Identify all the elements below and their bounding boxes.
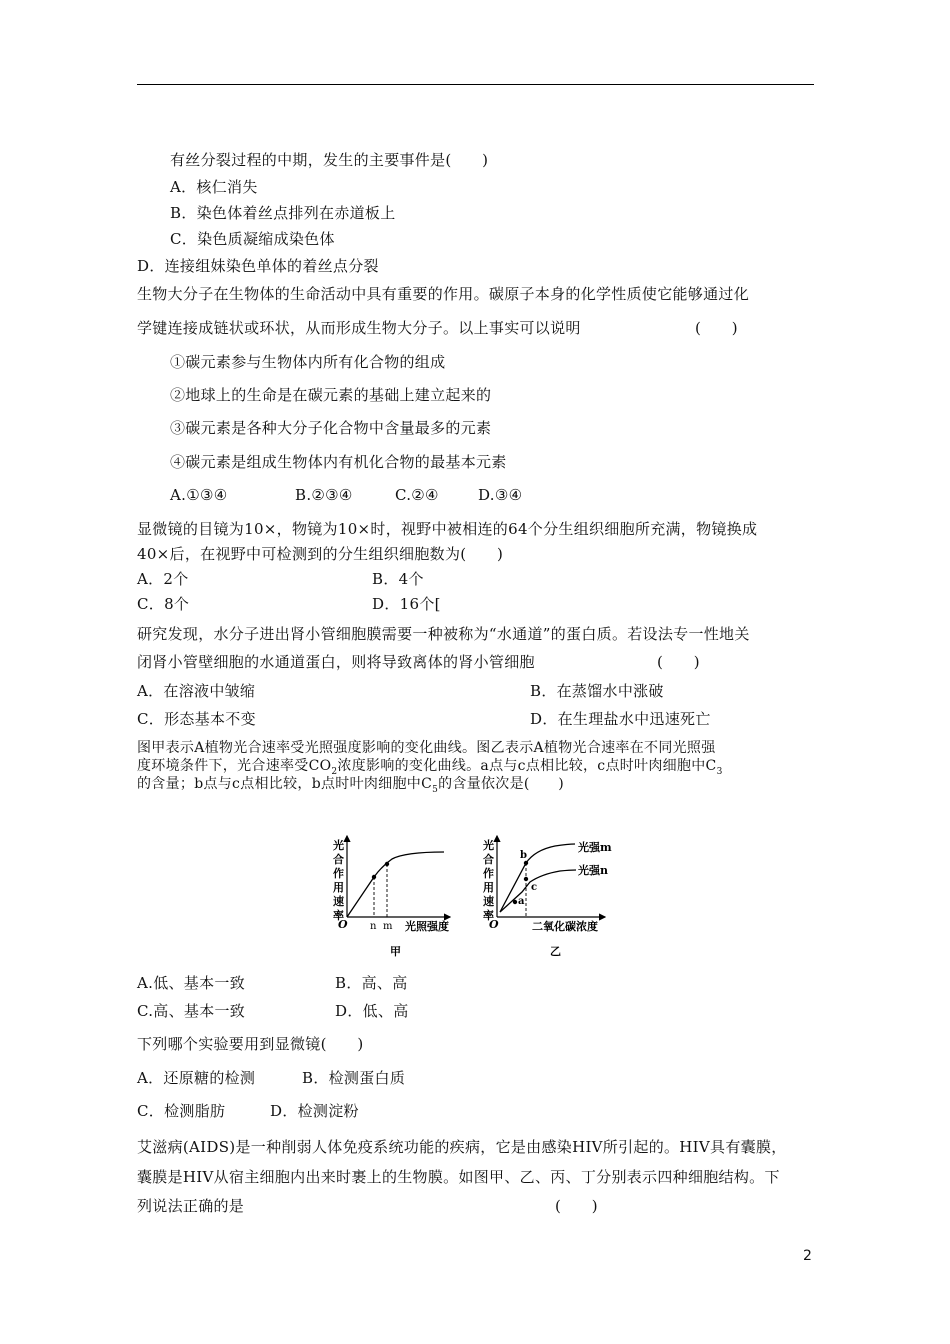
q4-option-a: A．在溶液中皱缩 <box>137 682 256 700</box>
chart-yi <box>483 836 612 958</box>
q3-line2: 40×后，在视野中可检测到的分生组织细胞数为( ) <box>137 545 504 563</box>
q1-option-d: D．连接组妹染色单体的着丝点分裂 <box>137 257 379 275</box>
q3-option-b: B．4个 <box>372 570 424 588</box>
jia-xlabel: 光照强度 <box>405 920 449 933</box>
q5-option-a: A.低、基本一致 <box>137 974 246 992</box>
q6-option-c: C．检测脂肪 <box>137 1102 226 1120</box>
q3-option-d: D．16个[ <box>372 595 441 613</box>
q6-option-b: B．检测蛋白质 <box>302 1069 406 1087</box>
photosynthesis-figure <box>320 832 620 962</box>
q3-option-a: A．2个 <box>137 570 189 588</box>
jia-label-m: m <box>383 921 393 932</box>
q2-statement-3: ③碳元素是各种大分子化合物中含量最多的元素 <box>170 419 492 437</box>
jia-ylabel-0: 光 <box>333 839 344 852</box>
q2-statement-4: ④碳元素是组成生物体内有机化合物的最基本元素 <box>170 453 507 471</box>
q2-option-d: D.③④ <box>478 486 523 504</box>
q4-option-c: C．形态基本不变 <box>137 710 256 728</box>
q1-option-b: B．染色体着丝点排列在赤道板上 <box>170 204 396 222</box>
q2-answer-paren: ( ) <box>695 319 738 337</box>
jia-ylabel-2: 作 <box>333 867 344 880</box>
q1-stem: 有丝分裂过程的中期，发生的主要事件是( ) <box>170 151 489 169</box>
page-number: 2 <box>803 1248 812 1264</box>
jia-ylabel-1: 合 <box>333 853 344 866</box>
q5-line2: 度环境条件下，光合速率受$CO_2$浓度影响的变化曲线。a点与c点相比较，c点时叶肉细胞中$C_3$ <box>137 758 723 777</box>
yi-ylabel-4: 速 <box>483 895 494 908</box>
yi-ylabel-2: 作 <box>483 867 494 880</box>
q4-option-b: B．在蒸馏水中涨破 <box>530 682 664 700</box>
yi-legend-n: 光强n <box>578 864 608 877</box>
yi-ylabel-1: 合 <box>483 853 494 866</box>
q5-line3: 的含量；b点与c点相比较，b点时叶肉细胞中$C_5$的含量依次是( ) <box>137 776 565 795</box>
yi-origin: O <box>489 918 499 931</box>
q7-line3: 列说法正确的是 <box>137 1197 245 1215</box>
yi-ylabel-3: 用 <box>483 881 494 894</box>
yi-ylabel-0: 光 <box>483 839 494 852</box>
q2-option-a: A.①③④ <box>170 486 228 504</box>
header-rule <box>137 84 814 85</box>
q7-line1: 艾滋病(AIDS)是一种削弱人体免疫系统功能的疾病，它是由感染HIV所引起的。HIV具有囊膜， <box>137 1138 787 1156</box>
q6-stem: 下列哪个实验要用到显微镜( ) <box>137 1035 364 1053</box>
yi-point-a <box>513 900 517 904</box>
q3-line1: 显微镜的目镜为10×，物镜为10×时，视野中被相连的64个分生组织细胞所充满，物镜换成 <box>137 520 758 538</box>
yi-caption: 乙 <box>550 945 561 958</box>
q4-line2: 闭肾小管壁细胞的水通道蛋白，则将导致离体的肾小管细胞 <box>137 653 535 671</box>
q1-option-c: C．染色质凝缩成染色体 <box>170 230 335 248</box>
jia-ylabel-5: 率 <box>333 909 344 922</box>
q5-option-d: D．低、高 <box>335 1002 409 1020</box>
q4-answer-paren: ( ) <box>657 653 700 671</box>
jia-label-n: n <box>370 921 377 932</box>
q2-statement-1: ①碳元素参与生物体内所有化合物的组成 <box>170 353 446 371</box>
jia-origin: O <box>338 918 348 931</box>
chart-jia <box>333 836 450 958</box>
yi-ylabel-5: 率 <box>483 909 494 922</box>
jia-ylabel-4: 速 <box>333 895 344 908</box>
q5-option-b: B．高、高 <box>335 974 408 992</box>
q6-option-d: D．检测淀粉 <box>270 1102 359 1120</box>
q5-line1: 图甲表示A植物光合速率受光照强度影响的变化曲线。图乙表示A植物光合速率在不同光照强 <box>137 740 716 756</box>
q2-option-c: C.②④ <box>395 486 439 504</box>
q1-option-a: A．核仁消失 <box>170 178 258 196</box>
q2-statement-2: ②地球上的生命是在碳元素的基础上建立起来的 <box>170 386 492 404</box>
q2-line2: 学键连接成链状或环状，从而形成生物大分子。以上事实可以说明 <box>137 319 581 337</box>
yi-label-a: a <box>518 896 525 907</box>
yi-xlabel: 二氧化碳浓度 <box>532 920 598 933</box>
q6-option-a: A．还原糖的检测 <box>137 1069 256 1087</box>
yi-legend-m: 光强m <box>578 841 612 854</box>
jia-ylabel-3: 用 <box>333 881 344 894</box>
q3-option-c: C．8个 <box>137 595 190 613</box>
yi-label-c: c <box>531 882 538 893</box>
q4-line1: 研究发现，水分子进出肾小管细胞膜需要一种被称为“水通道”的蛋白质。若设法专一性地关 <box>137 625 750 643</box>
jia-caption: 甲 <box>390 945 401 958</box>
q4-option-d: D．在生理盐水中迅速死亡 <box>530 710 711 728</box>
q5-option-c: C.高、基本一致 <box>137 1002 246 1020</box>
jia-curve <box>347 852 444 917</box>
q2-option-b: B.②③④ <box>295 486 353 504</box>
q2-line1: 生物大分子在生物体的生命活动中具有重要的作用。碳原子本身的化学性质使它能够通过化 <box>137 285 750 303</box>
q7-answer-paren: ( ) <box>555 1197 598 1215</box>
yi-label-b: b <box>520 850 527 861</box>
q7-line2: 囊膜是HIV从宿主细胞内出来时裹上的生物膜。如图甲、乙、丙、丁分别表示四种细胞结构。下 <box>137 1168 780 1186</box>
